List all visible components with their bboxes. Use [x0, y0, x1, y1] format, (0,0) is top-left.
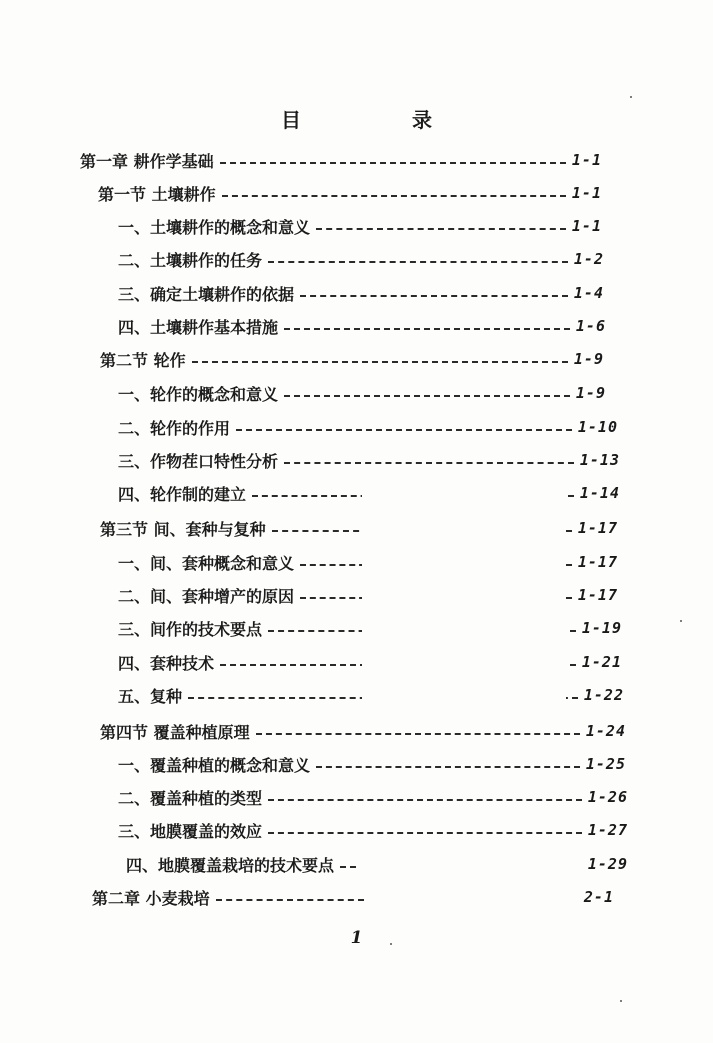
toc-entry-page: 2-1 — [583, 888, 614, 906]
toc-entry-page: 1-9 — [575, 384, 606, 402]
dotted-leader — [284, 326, 570, 330]
toc-entry — [98, 181, 602, 205]
dotted-leader — [316, 764, 580, 768]
toc-entry-label: 一、土壤耕作的概念和意义 — [118, 217, 311, 237]
toc-entry-page: 1-22 — [583, 686, 624, 704]
toc-entry-label: 第一节 土壤耕作 — [98, 184, 216, 204]
toc-entry-label: 一、覆盖种植的概念和意义 — [118, 755, 311, 775]
toc-entry-label: 三、作物茬口特性分析 — [118, 451, 279, 471]
page-title: 目 录 — [281, 108, 484, 132]
dotted-leader — [300, 293, 568, 297]
dotted-leader — [284, 460, 574, 464]
toc-entry-label: 五、复种 — [118, 686, 183, 706]
dotted-leader — [256, 731, 580, 735]
toc-entry-page: 1-26 — [587, 788, 628, 806]
toc-entry-page: 1-1 — [571, 217, 602, 235]
toc-entry-page: 1-14 — [579, 484, 620, 502]
toc-entry-label: 三、地膜覆盖的效应 — [118, 821, 263, 841]
toc-entry-label: 第二章 小麦栽培 — [92, 888, 210, 908]
toc-entry-label: 四、轮作制的建立 — [118, 484, 247, 504]
toc-entry-label: 一、轮作的概念和意义 — [118, 384, 279, 404]
toc-entry-label: 第四节 覆盖种植原理 — [100, 722, 250, 742]
dotted-leader — [222, 193, 566, 197]
toc-entry — [80, 148, 602, 172]
toc-entry — [118, 281, 604, 305]
scan-speck — [390, 943, 392, 945]
toc-entry-page: 1-1 — [571, 184, 602, 202]
toc-entry — [100, 347, 604, 371]
toc-entry — [118, 381, 606, 405]
toc-entry-label: 二、间、套种增产的原因 — [118, 586, 295, 606]
toc-entry — [118, 785, 628, 809]
dotted-leader — [192, 359, 568, 363]
toc-entry-label: 二、轮作的作用 — [118, 418, 231, 438]
scan-fold-gap — [362, 486, 566, 704]
dotted-leader — [220, 160, 566, 164]
toc-entry — [92, 885, 614, 909]
toc-entry-label: 二、覆盖种植的类型 — [118, 788, 263, 808]
toc-entry-page: 1-17 — [577, 519, 618, 537]
toc-entry-label: 第二节 轮作 — [100, 350, 186, 370]
toc-entry-page: 1-25 — [585, 755, 626, 773]
toc-entry-label: 三、间作的技术要点 — [118, 619, 263, 639]
toc-entry-label: 一、间、套种概念和意义 — [118, 553, 295, 573]
dotted-leader — [340, 864, 356, 868]
toc-entry-page: 1-17 — [577, 586, 618, 604]
toc-entry-page: 1-10 — [577, 418, 618, 436]
toc-entry-page: 1-24 — [585, 722, 626, 740]
scan-speck — [680, 620, 682, 622]
scan-speck — [630, 96, 632, 98]
toc-entry-page: 1-29 — [587, 855, 628, 873]
toc-entry-page: 1-1 — [571, 151, 602, 169]
toc-entry-label: 二、土壤耕作的任务 — [118, 250, 263, 270]
toc-entry-label: 第一章 耕作学基础 — [80, 151, 214, 171]
toc-entry — [118, 214, 602, 238]
toc-entry-page: 1-6 — [575, 317, 606, 335]
dotted-leader — [268, 797, 582, 801]
toc-entry-page: 1-19 — [581, 619, 622, 637]
toc-entry — [126, 852, 628, 876]
toc-entry-page: 1-4 — [573, 284, 604, 302]
toc-entry — [118, 818, 628, 842]
toc-entry-page: 1-13 — [579, 451, 620, 469]
dotted-leader — [268, 259, 568, 263]
dotted-leader — [316, 226, 566, 230]
dotted-leader — [284, 393, 570, 397]
toc-entry-page: 1-2 — [573, 250, 604, 268]
toc-entry — [118, 415, 618, 439]
scan-speck — [620, 1000, 622, 1002]
toc-entry — [118, 314, 606, 338]
dotted-leader — [216, 897, 364, 901]
toc-entry-label: 四、土壤耕作基本措施 — [118, 317, 279, 337]
toc-entry — [100, 719, 626, 743]
page-number: 1 — [350, 928, 363, 948]
toc-entry-page: 1-17 — [577, 553, 618, 571]
dotted-leader — [268, 830, 582, 834]
toc-entry — [118, 247, 604, 271]
toc-entry-page: 1-9 — [573, 350, 604, 368]
dotted-leader — [236, 427, 572, 431]
toc-entry-label: 四、地膜覆盖栽培的技术要点 — [126, 855, 335, 875]
toc-entry-page: 1-27 — [587, 821, 628, 839]
toc-entry-label: 第三节 间、套种与复种 — [100, 519, 266, 539]
toc-entry-label: 三、确定土壤耕作的依据 — [118, 284, 295, 304]
toc-entry — [118, 752, 626, 776]
toc-entry — [118, 448, 620, 472]
toc-entry-page: 1-21 — [581, 653, 622, 671]
toc-entry-label: 四、套种技术 — [118, 653, 215, 673]
